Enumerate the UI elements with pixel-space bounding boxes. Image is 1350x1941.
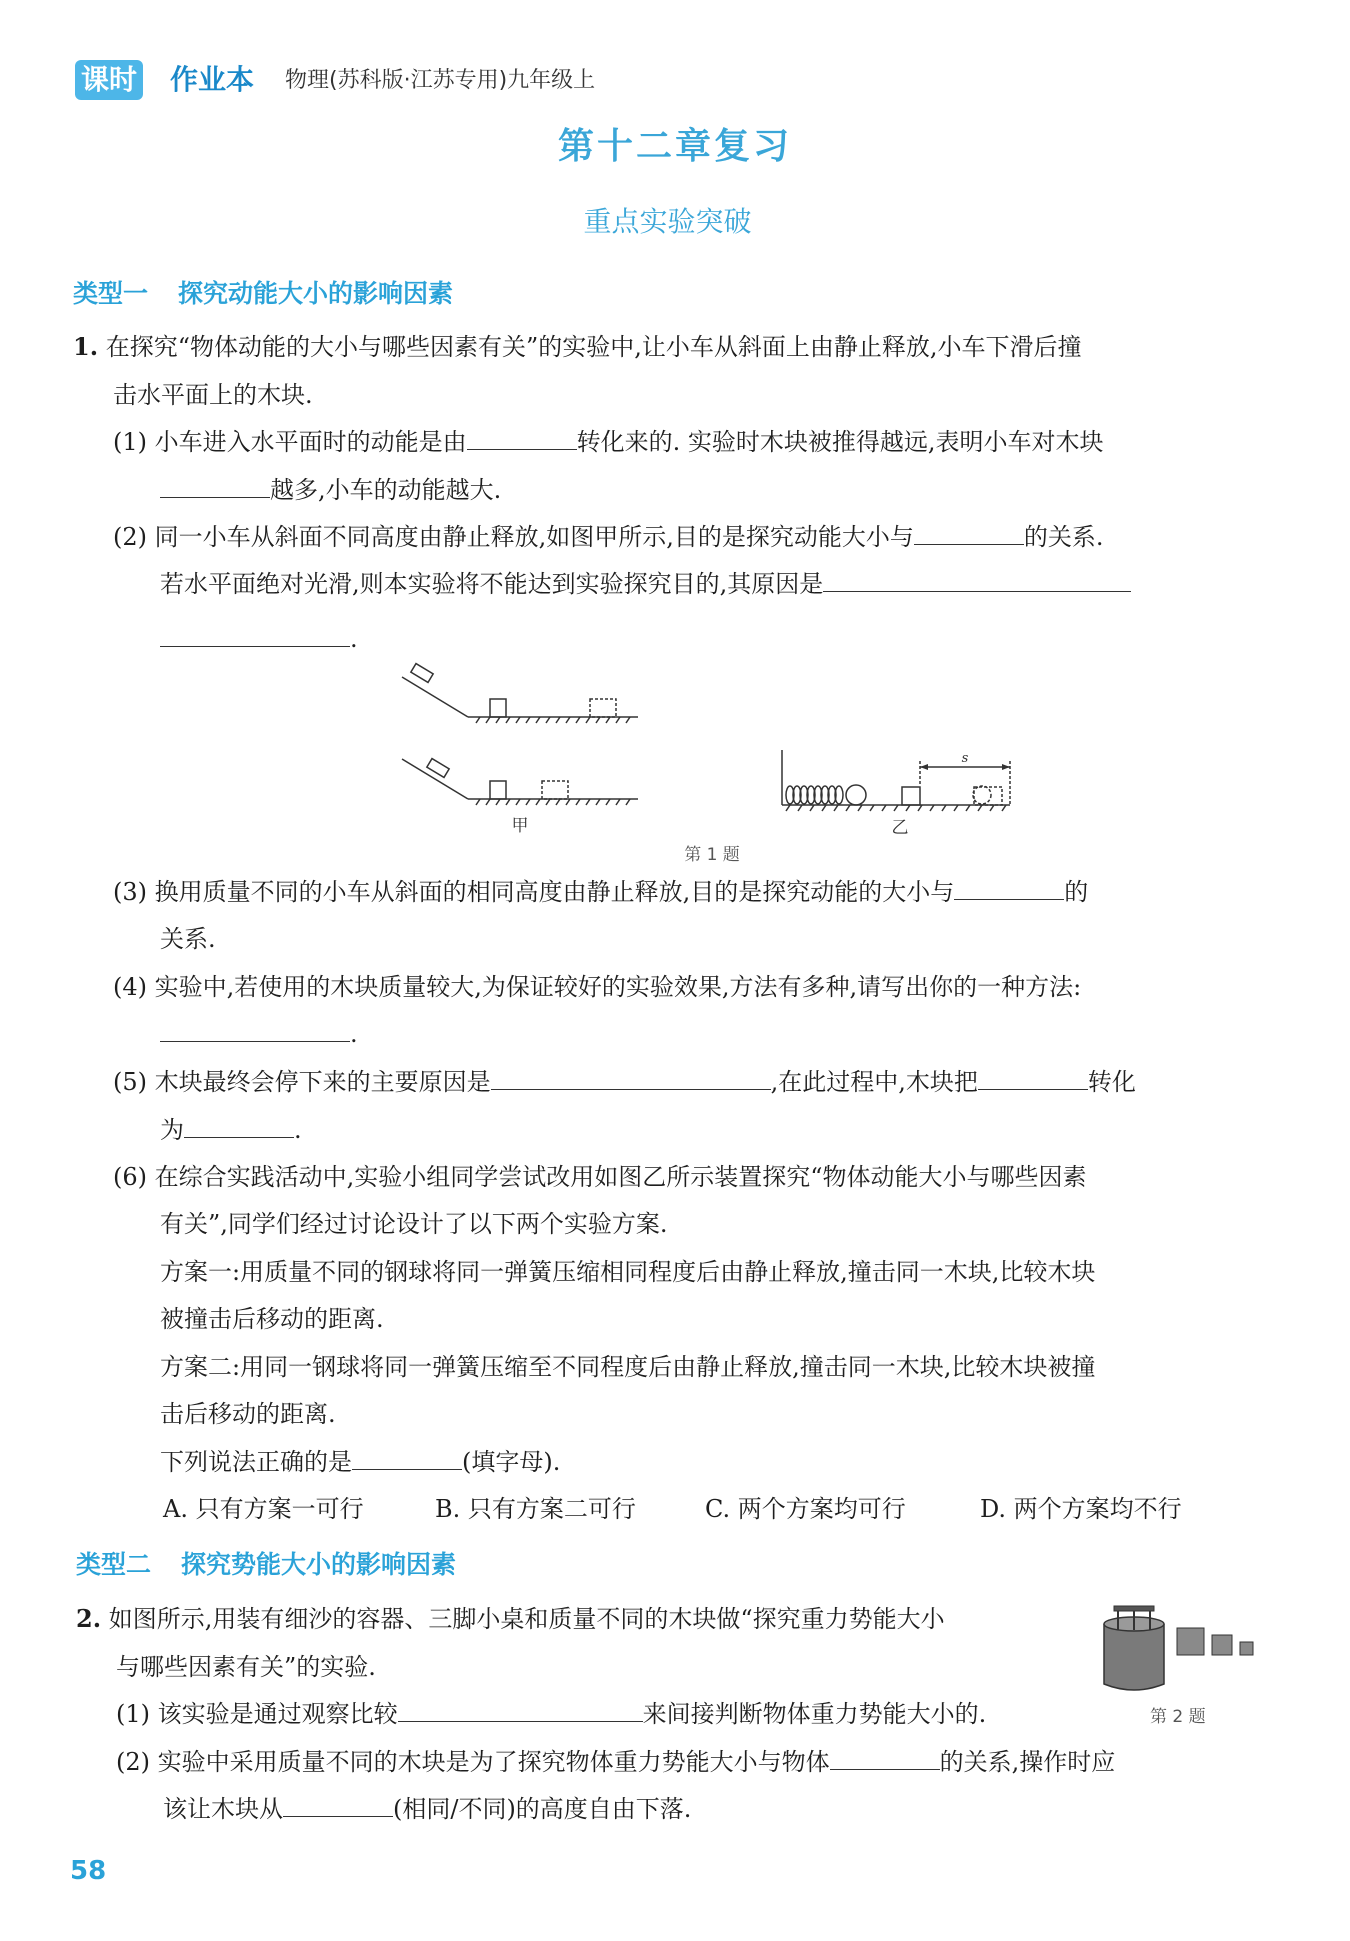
q1-part1-line1 bbox=[113, 425, 1104, 459]
q2-stem-line1 bbox=[76, 1602, 945, 1636]
distance-label-s: s bbox=[961, 751, 969, 766]
q1-part3-text-b: 的 bbox=[1064, 878, 1089, 906]
option-b[interactable]: B. 只有方案二可行 bbox=[435, 1495, 636, 1523]
wood-block-large bbox=[1177, 1628, 1204, 1655]
q1-ask-text-b: (填字母). bbox=[462, 1448, 561, 1476]
q1-number: 1. bbox=[73, 332, 99, 361]
q2-part1-line bbox=[116, 1697, 986, 1731]
small-table-top bbox=[1114, 1606, 1154, 1611]
wood-block-moved-top bbox=[590, 699, 616, 717]
figure-label-yi: 乙 bbox=[891, 818, 909, 838]
q1-part1-text-c: 越多,小车的动能越大. bbox=[270, 476, 502, 504]
q1-ask-text-a: 下列说法正确的是 bbox=[160, 1448, 352, 1476]
wood-block-medium bbox=[1212, 1635, 1232, 1655]
book-subtitle: 物理(苏科版·江苏专用)九年级上 bbox=[285, 68, 596, 93]
q1-plan1-line2: 被撞击后移动的距离. bbox=[160, 1305, 384, 1333]
answer-blank[interactable] bbox=[830, 1745, 940, 1770]
q2-part2-text-b: 的关系,操作时应 bbox=[939, 1748, 1116, 1776]
q1-stem-line1 bbox=[73, 330, 1082, 364]
figure-2 bbox=[1100, 1600, 1270, 1700]
sand-container bbox=[1104, 1624, 1164, 1690]
q1-part2-text-c: 若水平面绝对光滑,则本实验将不能达到实验探究目的,其原因是 bbox=[160, 570, 824, 598]
q1-plan1-line1: 方案一:用质量不同的钢球将同一弹簧压缩相同程度后由静止释放,撞击同一木块,比较木块 bbox=[160, 1258, 1096, 1286]
q2-number: 2. bbox=[76, 1604, 102, 1633]
ramp-hatch-bottom bbox=[476, 799, 630, 805]
q2-part2-line2 bbox=[163, 1792, 691, 1826]
q1-part2-line2 bbox=[160, 567, 1131, 601]
q1-part5-line2 bbox=[160, 1113, 302, 1147]
section-title: 重点实验突破 bbox=[583, 205, 752, 238]
option-a[interactable]: A. 只有方案一可行 bbox=[163, 1495, 364, 1523]
option-c[interactable]: C. 两个方案均可行 bbox=[705, 1495, 906, 1523]
q1-part5-text-e: . bbox=[294, 1116, 302, 1144]
chapter-title: 第十二章复习 bbox=[557, 125, 792, 167]
type2-title: 探究势能大小的影响因素 bbox=[181, 1550, 457, 1579]
type1-title: 探究动能大小的影响因素 bbox=[178, 279, 454, 308]
figure-1-caption: 第 1 题 bbox=[684, 845, 740, 865]
q1-part5-text-d: 为 bbox=[160, 1116, 184, 1144]
q1-part1-text-b: 转化来的. 实验时木块被推得越远,表明小车对木块 bbox=[576, 428, 1104, 456]
q1-part3-text-a: (3) 换用质量不同的小车从斜面的相同高度由静止释放,目的是探究动能的大小与 bbox=[113, 878, 955, 906]
q1-part2-text-a: (2) 同一小车从斜面不同高度由静止释放,如图甲所示,目的是探究动能大小与 bbox=[113, 523, 914, 551]
q1-ask-line bbox=[160, 1445, 560, 1479]
q1-part6-line2: 有关”,同学们经过讨论设计了以下两个实验方案. bbox=[160, 1210, 668, 1238]
cart-top bbox=[411, 664, 433, 683]
q2-part1-text-a: (1) 该实验是通过观察比较 bbox=[116, 1700, 398, 1728]
q2-part2-text-a: (2) 实验中采用质量不同的木块是为了探究物体重力势能大小与物体 bbox=[116, 1748, 830, 1776]
q1-part2-line3 bbox=[160, 622, 358, 656]
answer-blank[interactable] bbox=[160, 622, 350, 647]
figure-1 bbox=[390, 655, 1040, 865]
answer-blank[interactable] bbox=[283, 1792, 393, 1817]
q1-part4-line1: (4) 实验中,若使用的木块质量较大,为保证较好的实验效果,方法有多种,请写出你的一种方法: bbox=[113, 973, 1082, 1001]
cart-bottom bbox=[427, 759, 449, 778]
wood-block-small bbox=[1240, 1642, 1253, 1655]
q1-part5-text-b: ,在此过程中,木块把 bbox=[770, 1068, 978, 1096]
q1-plan2-line2: 击后移动的距离. bbox=[160, 1400, 336, 1428]
q1-part3-line2: 关系. bbox=[160, 925, 216, 953]
brand-badge: 课时 bbox=[75, 60, 143, 100]
wood-block-top bbox=[490, 699, 506, 717]
type1-heading bbox=[73, 274, 453, 310]
q1-part1-line2 bbox=[160, 473, 501, 507]
wood-block-moved-bottom bbox=[542, 781, 568, 799]
answer-blank[interactable] bbox=[491, 1065, 771, 1090]
answer-blank[interactable] bbox=[954, 875, 1064, 900]
q1-plan2-line1: 方案二:用同一钢球将同一弹簧压缩至不同程度后由静止释放,撞击同一木块,比较木块被撞 bbox=[160, 1353, 1096, 1381]
q2-part2-text-c: 该让木块从 bbox=[163, 1795, 283, 1823]
q2-stem-line2: 与哪些因素有关”的实验. bbox=[116, 1653, 376, 1681]
q1-part5-text-c: 转化 bbox=[1087, 1068, 1136, 1096]
q1-part2-line1 bbox=[113, 520, 1104, 554]
q1-part2-text-d: . bbox=[350, 625, 358, 653]
answer-blank[interactable] bbox=[398, 1697, 643, 1722]
option-d[interactable]: D. 两个方案均不行 bbox=[980, 1495, 1182, 1523]
answer-blank[interactable] bbox=[914, 520, 1024, 545]
answer-blank[interactable] bbox=[184, 1113, 294, 1138]
answer-blank[interactable] bbox=[467, 425, 577, 450]
answer-blank[interactable] bbox=[352, 1445, 462, 1470]
q1-part5-text-a: (5) 木块最终会停下来的主要原因是 bbox=[113, 1068, 491, 1096]
q2-part2-line1 bbox=[116, 1745, 1115, 1779]
answer-blank[interactable] bbox=[978, 1065, 1088, 1090]
q1-part6-line1: (6) 在综合实践活动中,实验小组同学尝试改用如图乙所示装置探究“物体动能大小与哪些因素 bbox=[113, 1163, 1087, 1191]
type2-label: 类型二 bbox=[76, 1550, 152, 1579]
q2-stem-text1: 如图所示,用装有细沙的容器、三脚小桌和质量不同的木块做“探究重力势能大小 bbox=[108, 1605, 945, 1633]
answer-blank[interactable] bbox=[160, 1017, 350, 1042]
floor-hatch bbox=[786, 805, 1006, 811]
figure-2-caption: 第 2 题 bbox=[1150, 1707, 1206, 1727]
spring bbox=[786, 786, 843, 804]
ramp-hatch-top bbox=[476, 717, 630, 723]
q1-part3-line1 bbox=[113, 875, 1088, 909]
q1-part4-text-b: . bbox=[350, 1020, 358, 1048]
type1-label: 类型一 bbox=[73, 279, 149, 308]
q1-part2-text-b: 的关系. bbox=[1023, 523, 1104, 551]
q1-part5-line1 bbox=[113, 1065, 1136, 1099]
wood-block-bottom bbox=[490, 781, 506, 799]
brand-title: 作业本 bbox=[170, 63, 255, 96]
page-number: 58 bbox=[70, 1856, 107, 1886]
answer-blank[interactable] bbox=[160, 473, 270, 498]
q1-stem-line2: 击水平面上的木块. bbox=[113, 381, 313, 409]
q2-part1-text-b: 来间接判断物体重力势能大小的. bbox=[642, 1700, 987, 1728]
wood-block-b bbox=[902, 787, 920, 805]
q1-part4-line2 bbox=[160, 1017, 358, 1051]
figure-label-jia: 甲 bbox=[511, 816, 529, 836]
q1-stem-text1: 在探究“物体动能的大小与哪些因素有关”的实验中,让小车从斜面上由静止释放,小车下滑后撞 bbox=[105, 333, 1082, 361]
q2-part2-text-d: (相同/不同)的高度自由下落. bbox=[393, 1795, 692, 1823]
answer-blank[interactable] bbox=[823, 567, 1131, 592]
q1-part1-text-a: (1) 小车进入水平面时的动能是由 bbox=[113, 428, 467, 456]
type2-heading bbox=[76, 1545, 456, 1581]
steel-ball bbox=[846, 785, 866, 805]
